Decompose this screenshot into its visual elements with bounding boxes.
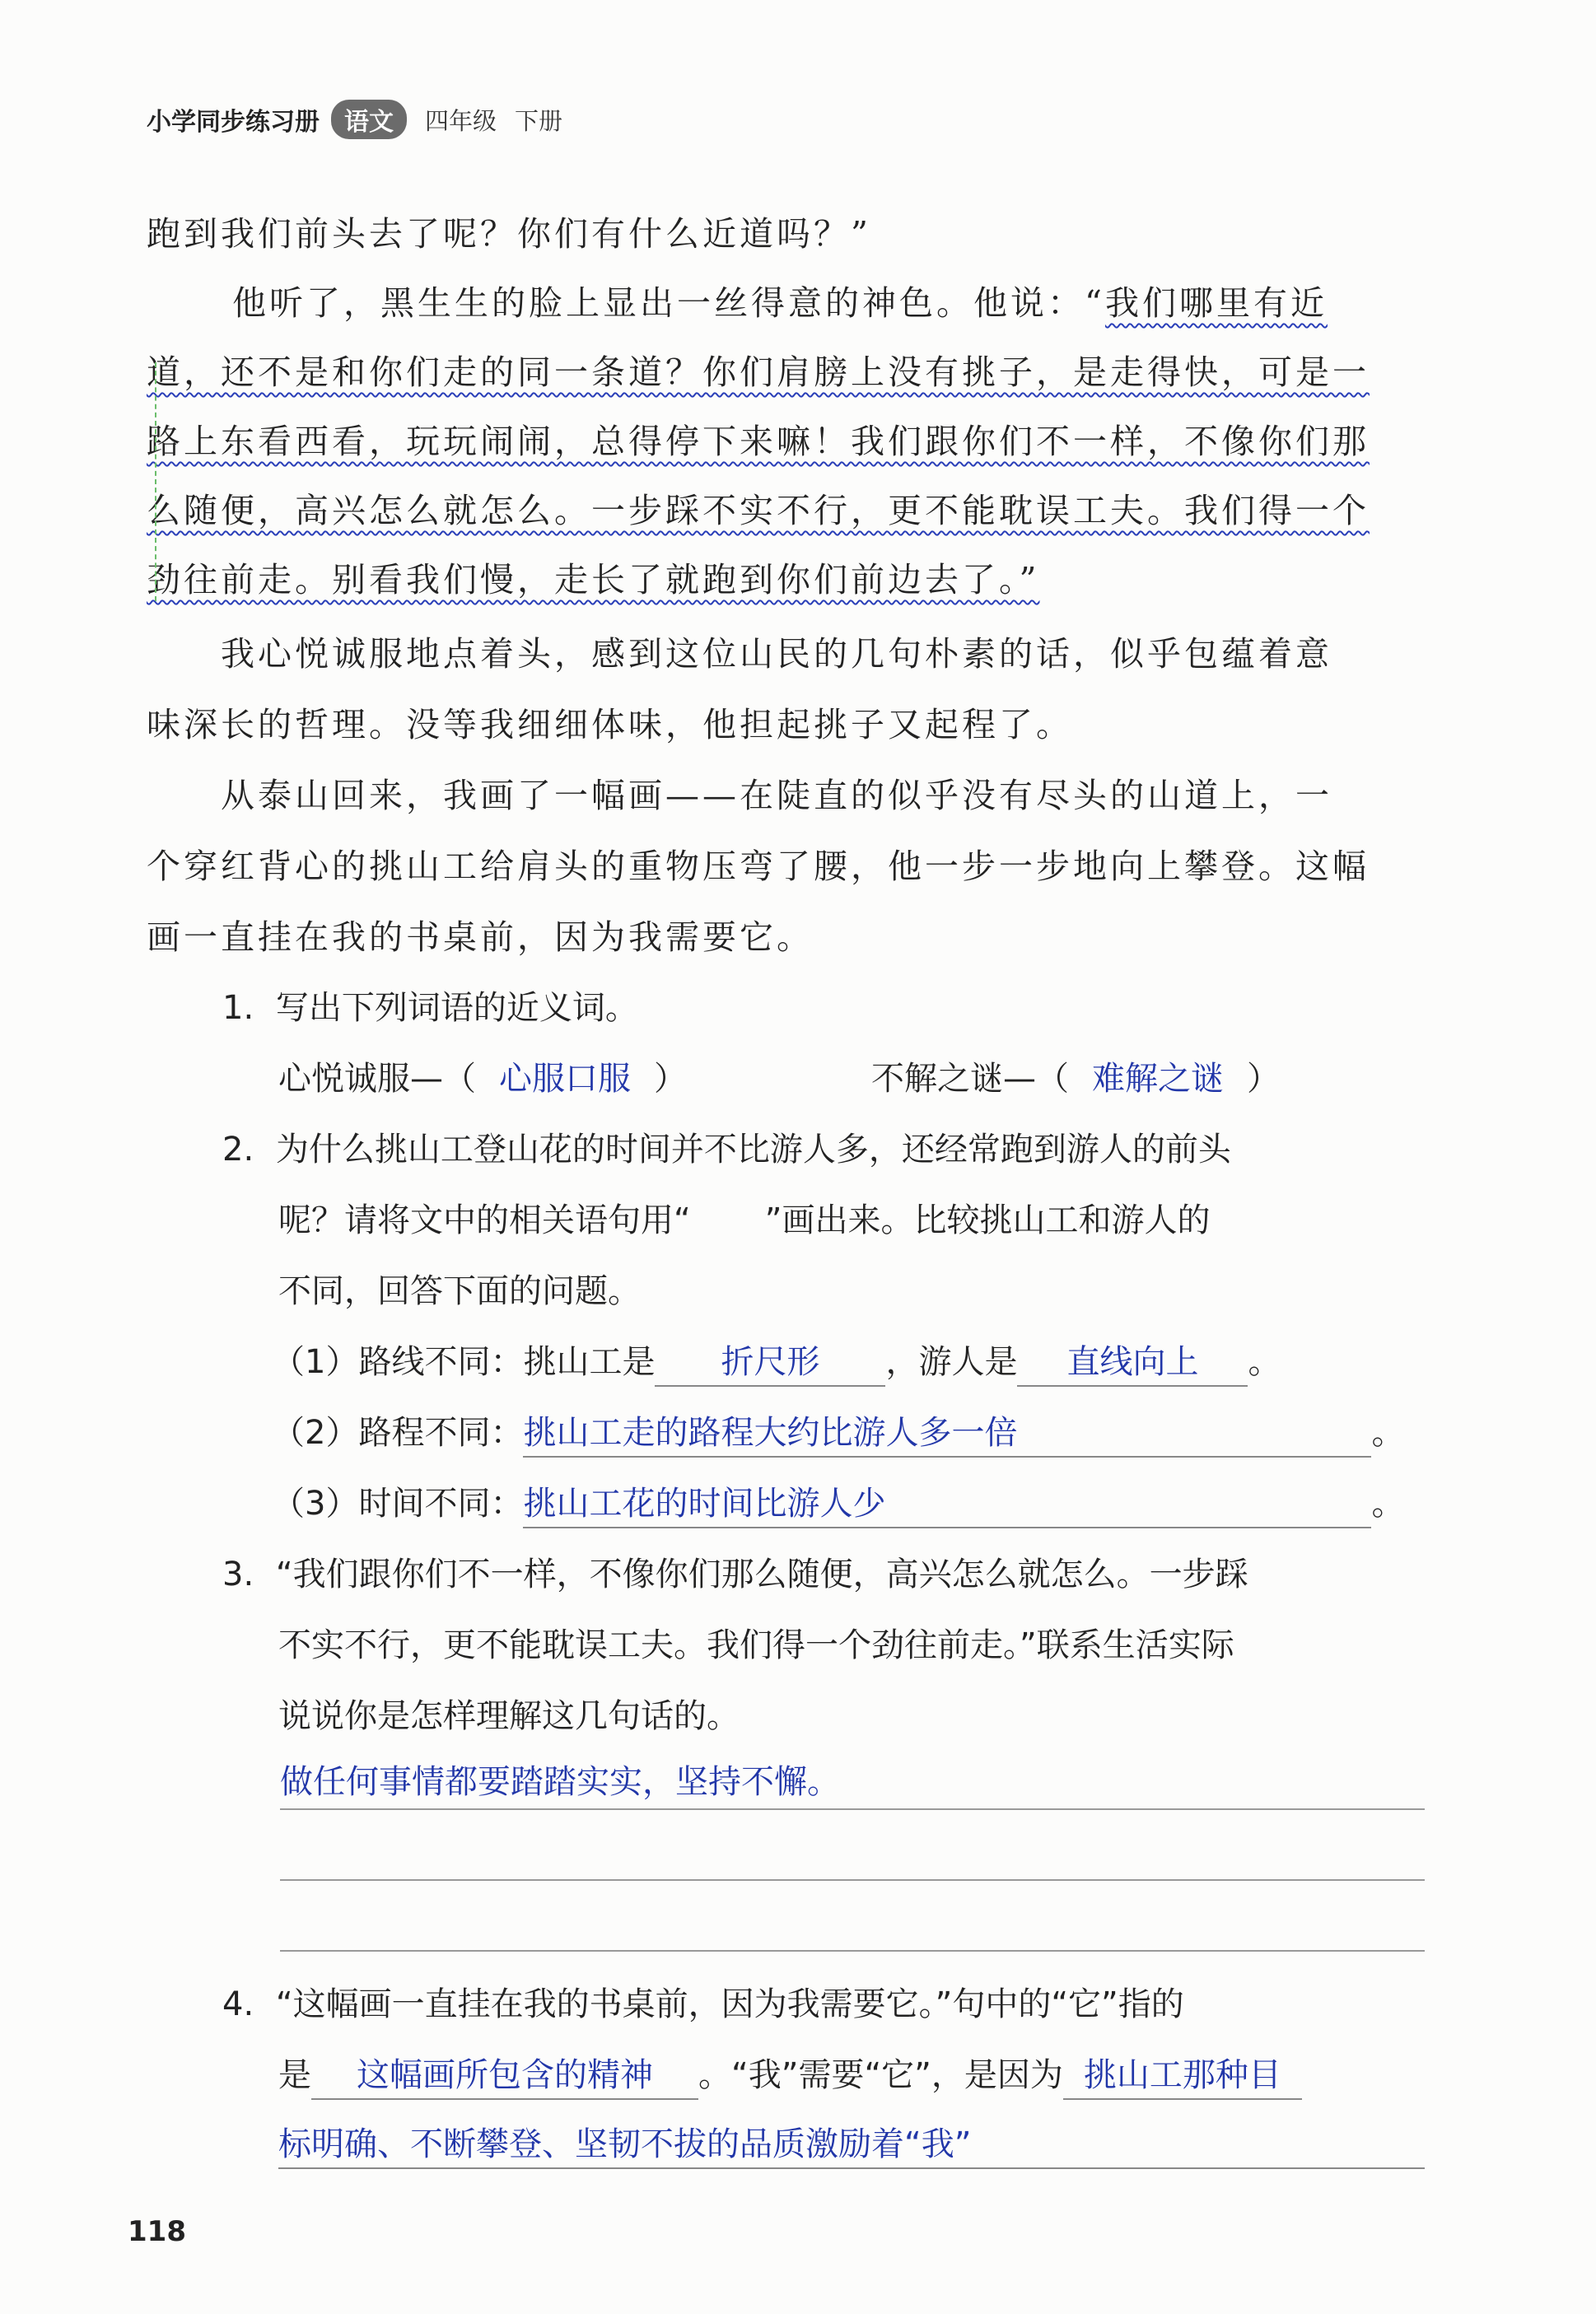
answer-text: 难解之谜	[1092, 1060, 1224, 1098]
passage-line	[232, 280, 1435, 326]
word-label: 心悦诚服—（	[278, 1060, 476, 1098]
passage-line: 从泰山回来，我画了一幅画——在陡直的似乎没有尽头的山道上，一	[221, 776, 1332, 815]
answer-text: 直线向上	[1066, 1343, 1199, 1381]
answer-blank	[1017, 1339, 1248, 1387]
answer-text: 做任何事情都要踏踏实实，坚持不懈。	[280, 1763, 840, 1801]
underlined-quote: 路上东看西看，玩玩闹闹，总得停下来嘛！我们跟你们不一样，不像你们那	[147, 422, 1370, 461]
answer-blank	[523, 1481, 1371, 1528]
passage-line: 我心悦诚服地点着头，感到这位山民的几句朴素的话，似乎包蕴着意	[221, 634, 1332, 674]
passage-line	[147, 488, 1431, 534]
question-text-line	[278, 1197, 1210, 1243]
q4-line-2	[278, 2052, 1302, 2100]
question-2	[222, 1127, 1231, 1173]
answer-text: 这幅画所包含的精神	[357, 2056, 653, 2094]
answer-text: 心服口服	[499, 1060, 631, 1098]
question-text-line: 不实不行，更不能耽误工夫。我们得一个劲往前走。”联系生活实际	[278, 1626, 1234, 1664]
sub-label: ，游人是	[885, 1343, 1018, 1381]
question-1	[222, 985, 638, 1031]
answer-text: 挑山工那种目	[1083, 2056, 1281, 2094]
margin-bracket	[155, 362, 156, 601]
grade-label: 四年级	[425, 106, 497, 135]
quote-intro: 他听了，黑生生的脸上显出一丝得意的神色。他说：“	[232, 283, 1105, 323]
question-text: ”画出来。比较挑山工和游人的	[764, 1201, 1211, 1239]
underlined-quote: 道，还不是和你们走的同一条道？你们肩膀上没有挑子，是走得快，可是一	[147, 352, 1370, 392]
question-text: 呢？请将文中的相关语句用“	[278, 1201, 691, 1239]
answer-blank	[655, 1339, 885, 1387]
question-number: 1.	[222, 989, 254, 1027]
passage-line	[147, 557, 1431, 603]
passage-line: 味深长的哲理。没等我细细体味，他担起挑子又起程了。	[147, 705, 1073, 744]
sub-label: （1）路线不同：挑山工是	[272, 1343, 656, 1381]
question-text: 为什么挑山工登山花的时间并不比游人多，还经常跑到游人的前头	[275, 1131, 1231, 1169]
answer-line	[280, 1808, 1425, 1810]
q2-sub-1	[272, 1339, 1281, 1387]
q2-sub-2	[272, 1410, 1404, 1458]
period: 。	[1248, 1343, 1281, 1381]
answer-text: 挑山工走的路程大约比游人多一倍	[523, 1414, 1018, 1452]
sub-label: （3）时间不同：	[272, 1485, 524, 1523]
answer-blank	[278, 2121, 1425, 2169]
subject-badge: 语文	[331, 100, 407, 139]
question-3	[222, 1551, 1248, 1598]
series-title: 小学同步练习册	[147, 108, 320, 137]
q1-item-b	[871, 1056, 1280, 1102]
question-text: 写出下列词语的近义词。	[275, 989, 638, 1027]
answer-text: 挑山工花的时间比游人少	[523, 1485, 886, 1523]
question-text-line: 说说你是怎样理解这几句话的。	[278, 1697, 740, 1735]
wavy-line-sample	[691, 1197, 765, 1243]
passage-line: 画一直挂在我的书桌前，因为我需要它。	[147, 917, 814, 957]
question-text: “我们跟你们不一样，不像你们那么随便，高兴怎么就怎么。一步踩	[275, 1556, 1248, 1593]
page-header	[147, 99, 562, 140]
underlined-quote: 劲往前走。别看我们慢，走长了就跑到你们前边去了。”	[147, 560, 1040, 599]
answer-text: 标明确、不断攀登、坚韧不拔的品质激励着“我”	[278, 2125, 972, 2163]
passage-line: 个穿红背心的挑山工给肩头的重物压弯了腰，他一步一步地向上攀登。这幅	[147, 847, 1370, 886]
word-label: 不解之谜—（	[871, 1060, 1069, 1098]
period: 。	[1371, 1485, 1405, 1523]
passage-line: 跑到我们前头去了呢？你们有什么近道吗？”	[147, 214, 871, 254]
bracket-close: ）	[1247, 1060, 1280, 1098]
sub-label: （2）路程不同：	[272, 1414, 524, 1452]
q2-sub-3	[272, 1481, 1404, 1528]
question-number: 3.	[222, 1556, 254, 1593]
question-text: 是	[278, 2056, 311, 2094]
q4-line-3	[278, 2121, 1425, 2169]
question-text: “这幅画一直挂在我的书桌前，因为我需要它。”句中的“它”指的	[275, 1985, 1184, 2023]
question-number: 4.	[222, 1985, 254, 2023]
page-number: 118	[128, 2215, 186, 2248]
passage-line	[147, 418, 1431, 464]
answer-line	[280, 1879, 1425, 1881]
volume-label: 下册	[515, 106, 563, 135]
passage-line	[147, 349, 1431, 395]
answer-blank	[523, 1410, 1371, 1458]
bracket-close: ）	[654, 1060, 687, 1098]
underlined-quote: 么随便，高兴怎么就怎么。一步踩不实不行，更不能耽误工夫。我们得一个	[147, 491, 1370, 530]
q1-item-a	[278, 1056, 687, 1102]
underlined-quote: 我们哪里有近	[1104, 283, 1328, 323]
period: 。	[1371, 1414, 1405, 1452]
question-number: 2.	[222, 1131, 254, 1169]
question-text: 。“我”需要“它”，是因为	[698, 2056, 1063, 2094]
question-4	[222, 1981, 1184, 2027]
answer-blank	[311, 2052, 698, 2100]
answer-blank	[1063, 2052, 1302, 2100]
answer-line	[280, 1950, 1425, 1952]
question-text-line: 不同，回答下面的问题。	[278, 1272, 641, 1310]
answer-text: 折尺形	[721, 1343, 820, 1381]
